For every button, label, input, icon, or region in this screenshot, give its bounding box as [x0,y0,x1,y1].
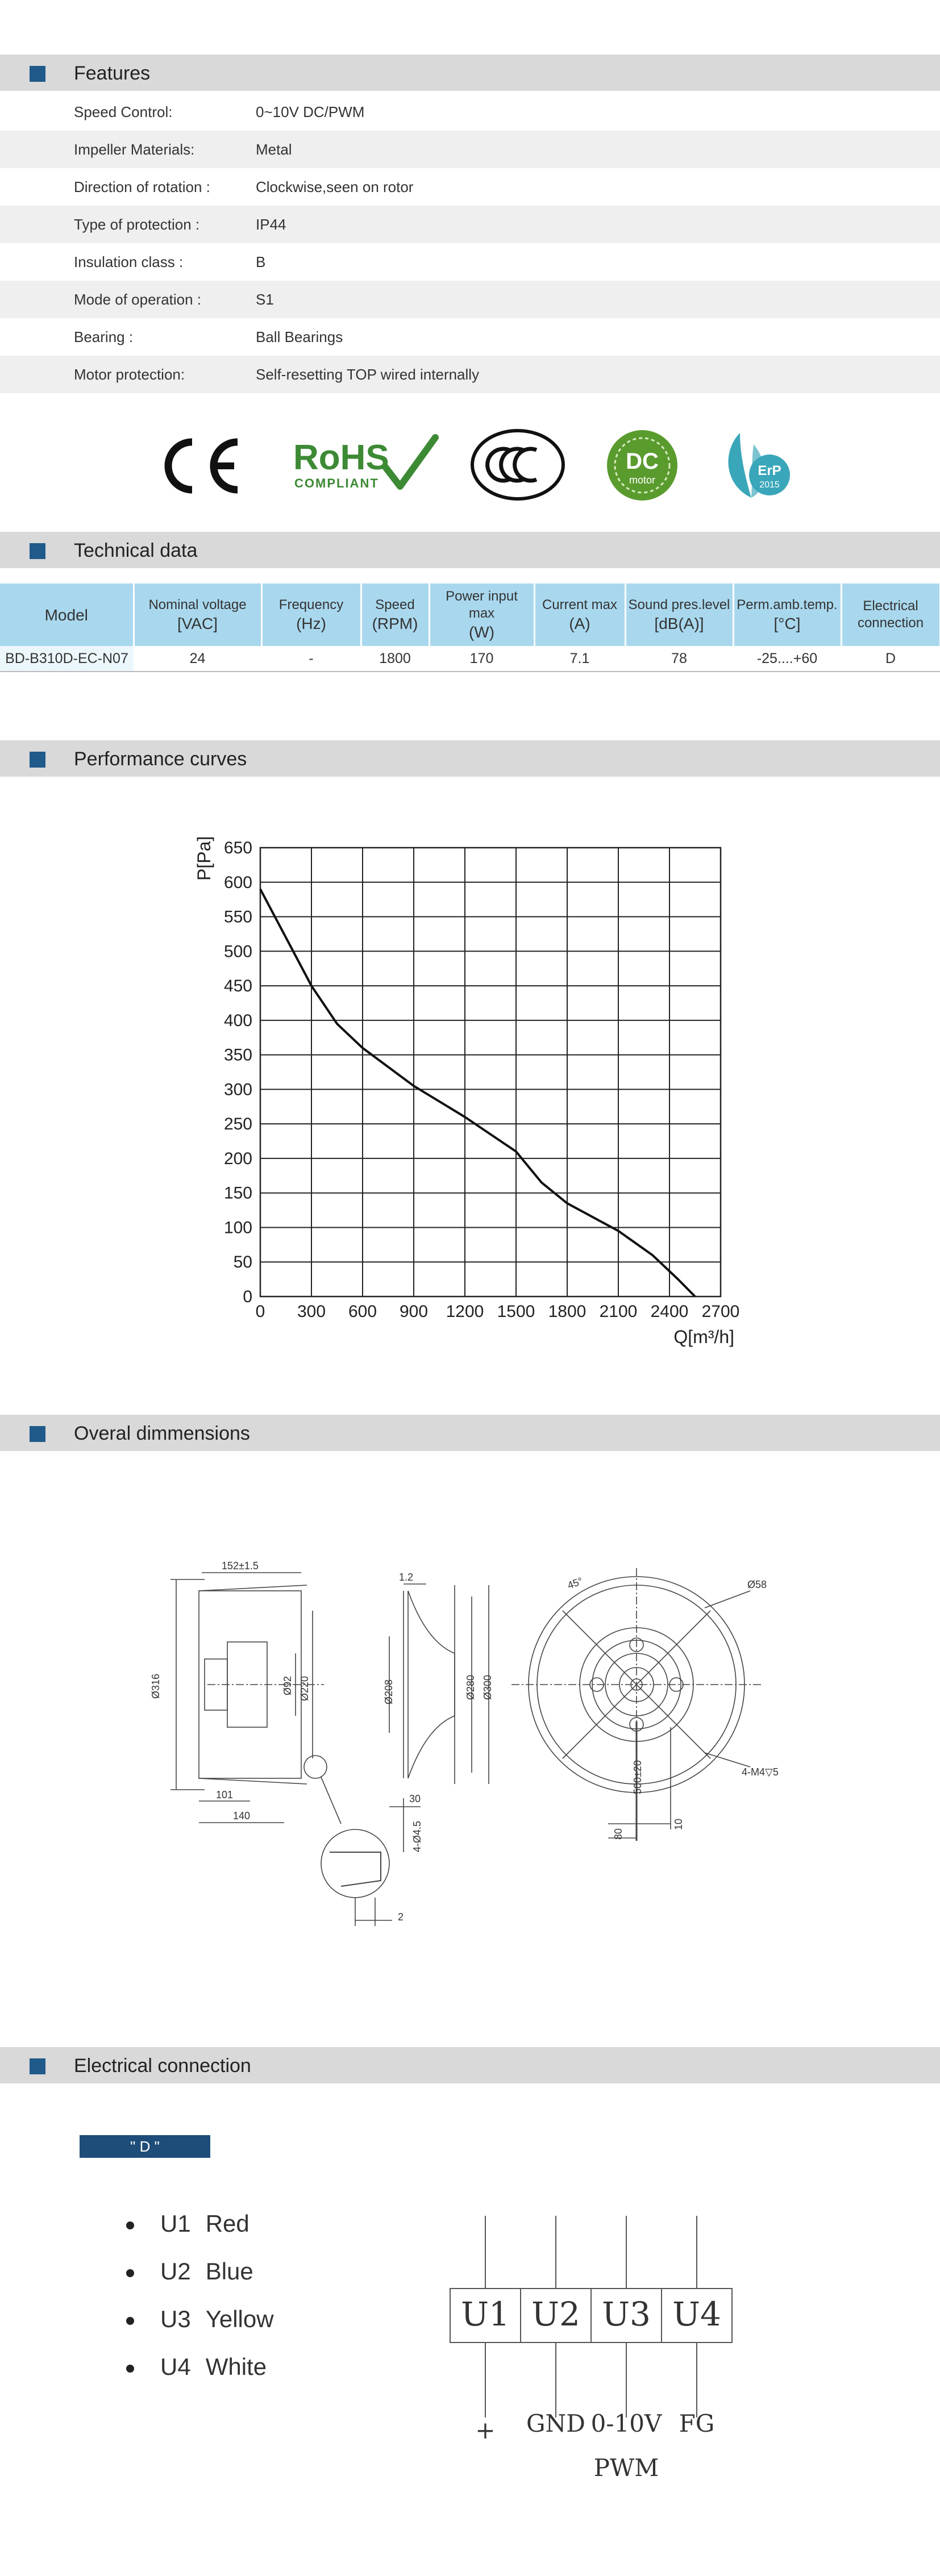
feature-row [0,206,940,243]
column-header [841,583,940,646]
performance-section-header [0,740,940,777]
technical-data-table [0,583,940,672]
feature-row [0,168,940,206]
x-axis-label: Q[m³/h] [673,1327,734,1347]
svg-text:Ø92: Ø92 [282,1675,293,1695]
y-tick-label: 350 [223,1045,252,1065]
svg-text:motor: motor [629,474,656,486]
section-title: Overal dimmensions [74,1423,250,1444]
svg-text:101: 101 [216,1789,234,1800]
feature-value: Self-resetting TOP wired internally [256,366,480,383]
feature-row [0,131,940,168]
column-header-line1: Nominal voltage [148,597,247,612]
section-title: Performance curves [74,748,247,770]
column-header-line2: (Hz) [296,614,326,632]
table-cell: 78 [625,646,733,672]
section-title: Technical data [74,540,198,561]
x-tick-label: 1800 [548,1302,587,1321]
legend-item [126,2210,249,2237]
terminal-wiring-diagram [432,2216,750,2511]
x-tick-label: 2400 [650,1302,689,1321]
signal-label: FG [679,2410,715,2437]
terminal-label: U3 [602,2295,651,2333]
column-header-line1: Sound pres.level [628,597,730,612]
column-header-line2: [VAC] [177,614,218,632]
y-tick-label: 500 [223,942,252,961]
svg-text:45°: 45° [565,1575,585,1591]
table-cell: D [841,646,940,672]
feature-row [0,318,940,356]
column-header [0,583,134,646]
x-tick-label: 0 [255,1302,265,1321]
table-cell: 1800 [361,646,429,672]
svg-text:Ø220: Ø220 [299,1675,310,1701]
legend-item [126,2258,253,2285]
y-tick-label: 550 [223,907,252,927]
ccc-mark-icon [469,427,566,502]
svg-text:DC: DC [626,449,659,474]
wire-code: U4 [160,2353,191,2380]
terminal-label: U2 [531,2295,580,2333]
feature-value: Ball Bearings [256,328,343,345]
signal-label: GND [526,2410,585,2437]
column-header-line2: (A) [569,614,590,632]
signal-label-pwm: PWM [593,2454,659,2482]
x-tick-label: 1200 [446,1302,484,1321]
y-tick-label: 100 [223,1218,252,1237]
feature-value: B [256,253,266,270]
svg-text:4-Ø4.5: 4-Ø4.5 [411,1820,423,1852]
y-tick-label: 600 [223,873,252,892]
table-header-row [0,583,940,646]
y-tick-label: 150 [223,1183,252,1203]
plot-frame [260,848,721,1297]
x-tick-label: 2100 [599,1302,638,1321]
bullet-icon [126,2269,134,2277]
performance-chart [170,824,767,1358]
table-cell: 24 [134,646,261,672]
table-cell: 7.1 [534,646,625,672]
wire-code: U2 [160,2258,191,2285]
y-tick-label: 50 [233,1253,252,1272]
section-marker-icon [30,2058,45,2074]
bullet-icon [126,2365,134,2373]
feature-value: S1 [256,291,274,308]
technical-section-header [0,532,940,568]
svg-text:140: 140 [233,1810,251,1821]
feature-label: Mode of operation : [74,291,202,308]
erp-2015-badge-icon [717,427,792,502]
features-section-header [0,55,940,91]
feature-value: Clockwise,seen on rotor [256,178,414,195]
bullet-icon [126,2317,134,2325]
column-header-line2: (W) [468,623,495,641]
column-header [534,583,625,646]
performance-curve-line [260,889,695,1297]
terminal-label: U1 [461,2295,510,2333]
svg-text:1.2: 1.2 [399,1572,414,1583]
wire-color: Blue [205,2258,253,2285]
table-cell: 170 [429,646,534,672]
ce-mark-icon [155,432,246,500]
rohs-compliant-logo [293,432,441,500]
table-cell: BD-B310D-EC-N07 [0,646,134,672]
column-header-line1: Power input max [446,588,518,621]
y-tick-label: 200 [223,1149,252,1168]
svg-text:ErP: ErP [758,463,781,478]
feature-label: Type of protection : [74,216,200,233]
table-cell: -25....+60 [733,646,841,672]
table-cell: - [261,646,361,672]
column-header [361,583,429,646]
feature-label: Direction of rotation : [74,178,210,195]
y-tick-label: 250 [223,1115,252,1134]
feature-value: 0~10V DC/PWM [256,103,365,120]
feature-label: Impeller Materials: [74,141,195,158]
wire-color: Red [205,2210,249,2237]
column-header [429,583,534,646]
section-marker-icon [30,543,45,559]
column-header [733,583,841,646]
signal-label: 0-10V [590,2410,662,2437]
svg-text:Ø300: Ø300 [482,1674,493,1700]
svg-text:Ø280: Ø280 [465,1674,476,1700]
y-axis-label: P[Pa] [194,836,214,881]
svg-text:2: 2 [398,1911,404,1923]
svg-text:Ø208: Ø208 [383,1679,394,1704]
svg-text:80: 80 [613,1828,624,1840]
dc-motor-badge-icon [606,429,679,502]
y-tick-label: 0 [243,1287,252,1306]
legend-item [126,2353,267,2381]
fan-side-view [170,1573,392,1926]
x-tick-label: 1500 [497,1302,535,1321]
wire-color: Yellow [205,2306,274,2332]
column-header-line2: [°C] [773,614,801,632]
column-header-line1: Current max [542,597,618,612]
y-tick-label: 300 [223,1080,252,1099]
column-header-line2: (RPM) [372,614,418,632]
x-tick-label: 600 [348,1302,377,1321]
svg-text:152±1.5: 152±1.5 [222,1560,259,1572]
electrical-section-header [0,2047,940,2083]
table-row [0,646,940,672]
feature-label: Motor protection: [74,366,185,383]
y-tick-label: 450 [223,977,252,996]
feature-label: Insulation class : [74,253,184,270]
terminal-label: U4 [672,2295,721,2333]
dimensions-section-header [0,1415,940,1451]
feature-row [0,281,940,318]
dimension-drawing [136,1557,818,1983]
x-tick-label: 2700 [701,1302,740,1321]
fan-flange-view [389,1584,489,1852]
feature-row [0,93,940,131]
svg-text:30: 30 [409,1793,421,1804]
column-header-line1: Speed [375,597,415,612]
wire-code: U1 [160,2210,191,2237]
dimension-labels [150,1560,779,1923]
wire-code: U3 [160,2306,191,2332]
svg-text:4-M4▽5: 4-M4▽5 [742,1766,779,1778]
svg-text:Ø316: Ø316 [150,1673,161,1699]
column-header-line1: Perm.amb.temp. [737,597,838,612]
section-title: Features [74,62,151,84]
feature-label: Bearing : [74,328,134,345]
svg-text:2015: 2015 [759,480,780,490]
feature-value: Metal [256,141,292,158]
section-marker-icon [30,752,45,768]
x-tick-label: 900 [399,1302,429,1321]
signal-label: + [475,2416,496,2444]
svg-text:10: 10 [673,1818,684,1830]
x-tick-label: 300 [297,1302,326,1321]
column-header-line1: Electrical [863,598,918,614]
bullet-icon [126,2221,134,2229]
column-header [625,583,733,646]
svg-text:500±20: 500±20 [632,1760,643,1794]
svg-text:RoHS: RoHS [293,438,389,477]
column-header [261,583,361,646]
section-title: Electrical connection [74,2055,251,2077]
feature-row [0,356,940,393]
column-header [134,583,261,646]
column-header-line2: [dB(A)] [654,614,704,632]
feature-row [0,243,940,281]
feature-value: IP44 [256,216,286,233]
feature-label: Speed Control: [74,103,173,120]
y-tick-label: 400 [223,1011,252,1030]
connection-type-badge: " D " [80,2135,210,2158]
svg-text:COMPLIANT: COMPLIANT [294,476,379,490]
section-marker-icon [30,66,45,82]
column-header-line1: Model [44,606,88,624]
column-header-line1: Frequency [278,597,344,612]
column-header-line2: connection [857,615,924,631]
wire-color: White [205,2353,267,2380]
section-marker-icon [30,1426,45,1442]
legend-item [126,2306,274,2333]
y-tick-label: 650 [223,839,252,857]
svg-text:Ø58: Ø58 [747,1579,767,1590]
fan-front-view [511,1568,762,1841]
